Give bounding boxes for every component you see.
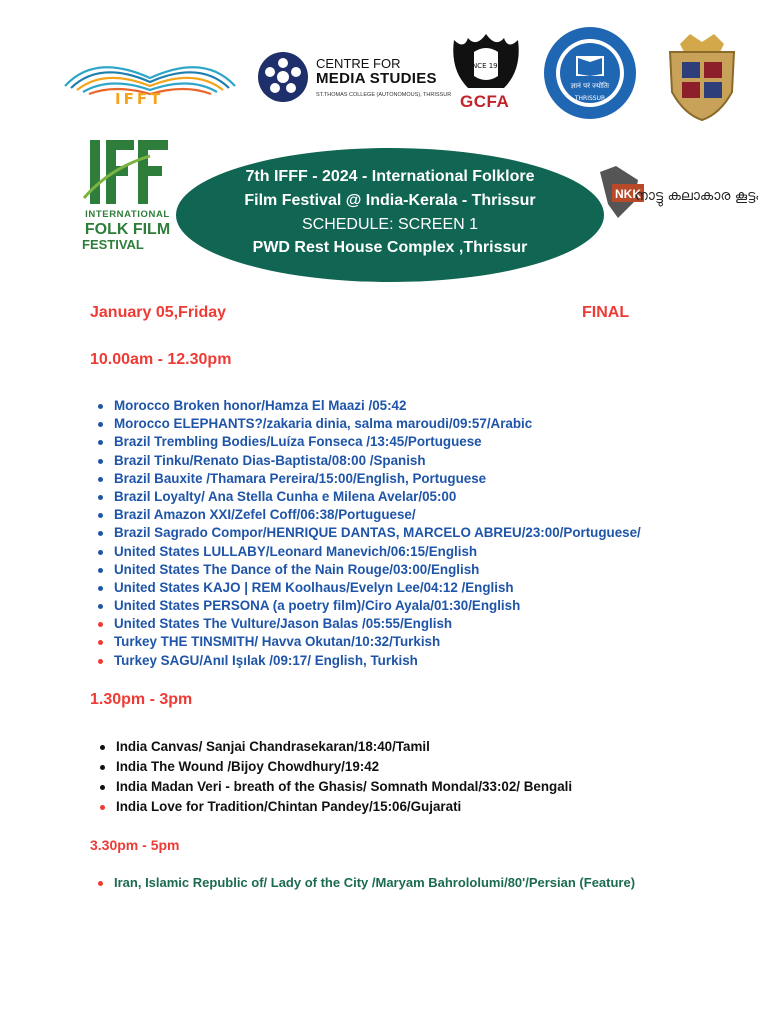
slot-time-1: 10.00am - 12.30pm [90,351,232,368]
bullet [98,659,103,664]
venue-label: PWD Rest House Complex ,Thrissur [252,239,528,256]
nkk-logo [598,162,758,226]
list-item: Iran, Islamic Republic of/ Lady of the City /Maryam Bahrololumi/80'/Persian (Feature) [90,874,674,892]
cms-title-line2: MEDIA STUDIES [316,70,437,87]
cms-title-line1: CENTRE FOR [316,56,401,71]
list-item: Brazil Amazon XXI/Zefel Coff/06:38/Portuguese/ [90,506,641,524]
bullet [98,513,103,518]
college-city: THRISSUR [574,95,606,102]
bullet [98,622,103,627]
nkk-malayalam-text: നാട്ടു കലാകാര കൂട്ടം [634,188,758,204]
film-list-slot-2 [90,737,572,817]
list-item: Brazil Sagrado Compor/HENRIQUE DANTAS, MARCELO ABREU/23:00/Portuguese/ [90,524,641,542]
bullet [98,604,103,609]
iff-logo-line2: FOLK FILM [84,221,171,238]
list-item: India Madan Veri - breath of the Ghasis/ Somnath Mondal/33:02/ Bengali [90,777,572,797]
bullet [98,640,103,645]
list-item: Morocco Broken honor/Hamza El Maazi /05:42 [90,397,641,415]
slot-time-3: 3.30pm - 5pm [90,837,180,853]
list-item: Turkey SAGU/Anıl Işılak /09:17/ English, Turkish [90,652,641,670]
list-item: Morocco ELEPHANTS?/zakaria dinia, salma maroudi/09:57/Arabic [90,415,641,433]
achutha-menon-college-emblem [540,26,640,120]
list-item: Brazil Tinku/Renato Dias-Baptista/08:00 /Spanish [90,452,641,470]
bullet [98,477,103,482]
schedule-screen-label: SCHEDULE: SCREEN 1 [301,216,479,233]
bullet [100,745,105,750]
list-item: Turkey THE TINSMITH/ Havva Okutan/10:32/Turkish [90,633,641,651]
gcfa-since-text: SINCE 1910 [465,62,507,70]
slot-time-2: 1.30pm - 3pm [90,691,193,708]
film-list-slot-1 [90,397,641,670]
bullet [98,586,103,591]
college-motto: ज्ञानं परं ज्योतिः [570,82,610,90]
bullet [98,422,103,427]
bullet [100,765,105,770]
college-shield-crest [660,32,744,122]
bullet [98,404,103,409]
bullet [100,805,105,810]
international-folk-film-festival-logo [80,138,175,250]
list-item: Brazil Loyalty/ Ana Stella Cunha e Milena Avelar/05:00 [90,488,641,506]
gcfa-logo [446,30,526,114]
gcfa-logo-text: GCFA [460,92,510,111]
header-title-line2: Film Festival @ India-Kerala - Thrissur [244,192,536,209]
centre-for-media-studies-logo [258,52,452,108]
list-item: United States PERSONA (a poetry film)/Ciro Ayala/01:30/English [90,597,641,615]
list-item: India Love for Tradition/Chintan Pandey/15:06/Gujarati [90,797,572,817]
list-item: United States The Vulture/Jason Balas /05:55/English [90,615,641,633]
film-list-slot-3 [90,874,674,892]
iff-logo-line3: FESTIVAL [82,237,144,252]
schedule-date: January 05,Friday [90,304,227,321]
bullet [100,785,105,790]
bullet [98,568,103,573]
list-item: Brazil Bauxite /Thamara Pereira/15:00/English, Portuguese [90,470,641,488]
bullet [98,495,103,500]
nkk-logo-text: NKK [615,187,641,201]
film-reel-icon [258,52,308,102]
bullet [98,881,103,886]
status-label: FINAL [582,304,630,321]
list-item: India The Wound /Bijoy Chowdhury/19:42 [90,757,572,777]
header-title-line1: 7th IFFF - 2024 - International Folklore [245,168,535,185]
bullet [98,440,103,445]
cms-subtitle: ST.THOMAS COLLEGE (AUTONOMOUS), THRISSUR [316,92,452,98]
ifft-logo-text: IFFT [115,90,164,108]
list-item: India Canvas/ Sanjai Chandrasekaran/18:40/Tamil [90,737,572,757]
bullet [98,550,103,555]
list-item: United States KAJO | REM Koolhaus/Evelyn Lee/04:12 /English [90,579,641,597]
list-item: United States The Dance of the Nain Rouge/03:00/English [90,561,641,579]
iff-logo-line1: INTERNATIONAL [85,209,170,220]
bullet [98,459,103,464]
bullet [98,531,103,536]
list-item: United States LULLABY/Leonard Manevich/06:15/English [90,543,641,561]
list-item: Brazil Trembling Bodies/Luíza Fonseca /13:45/Portuguese [90,433,641,451]
ifft-logo [55,48,245,116]
